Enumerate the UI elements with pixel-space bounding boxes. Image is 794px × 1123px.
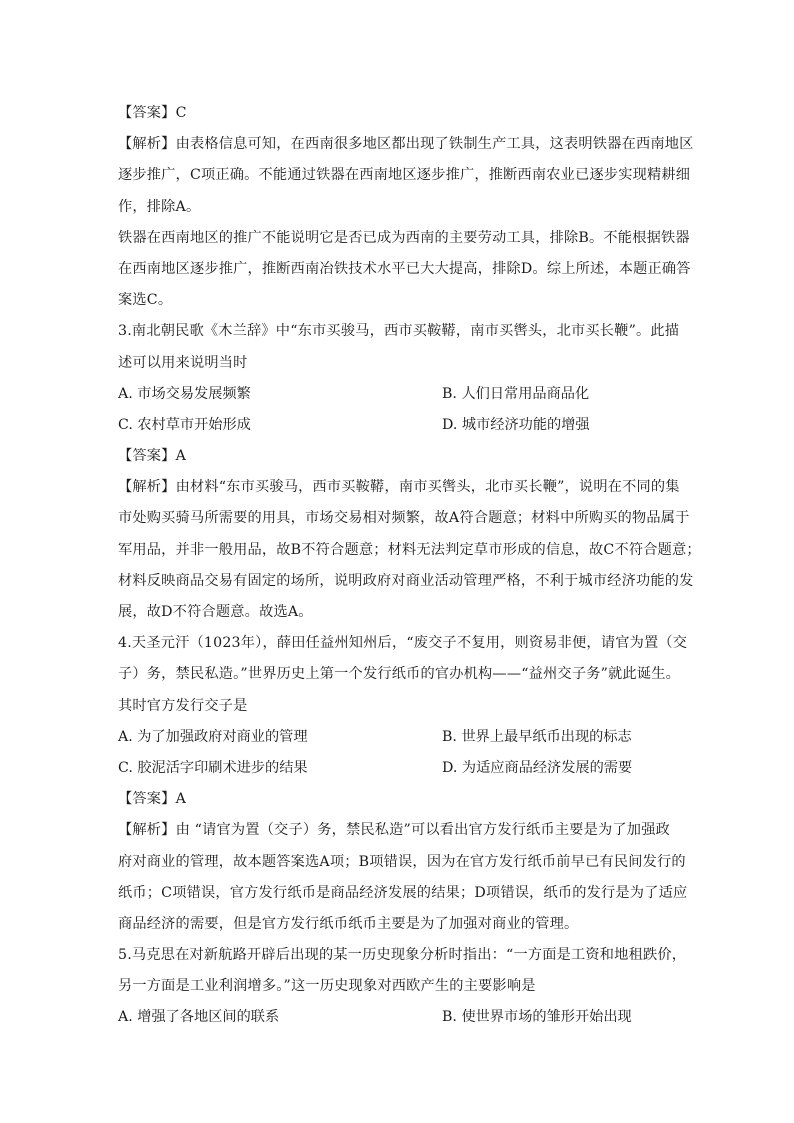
q2-analysis-line-3: 作，排除A。 [118,198,201,215]
q3-analysis-line-4: 材料反映商品交易有固定的场所，说明政府对商业活动管理严格，不利于城市经济功能的发 [118,572,694,589]
q3-option-c: C. 农村草市开始形成 [118,416,251,433]
q4-analysis-line-3: 纸币；C项错误，官方发行纸币是商品经济发展的结果；D项错误，纸币的发行是为了适应 [118,884,688,901]
q4-option-d: D. 为适应商品经济发展的需要 [442,759,633,776]
answer-tag: 【答案】 [118,105,176,121]
analysis-text: 由 “请官为置（交子）务，禁民私造”可以看出官方发行纸币主要是为了加强政 [175,822,670,839]
q3-answer [118,441,680,472]
q4-analysis-line-2: 府对商业的管理，故本题答案选A项；B项错误，因为在官方发行纸币前早已有民间发行的 [118,853,686,870]
q4-option-b: B. 世界上最早纸币出现的标志 [442,728,632,745]
q3-option-a: A. 市场交易发展频繁 [118,385,251,402]
answer-value: C [175,105,187,121]
q5-stem-line-1: 5.马克思在对新航路开辟后出现的某一历史现象分析时指出：“一方面是工资和地租跌价， [118,947,687,964]
q4-stem-line-2: 子）务，禁民私造。”世界历史上第一个发行纸币的官办机构——“益州交子务”就此诞生。 [118,666,680,683]
q3-option-b: B. 人们日常用品商品化 [442,385,590,402]
q4-stem-line-3: 其时官方发行交子是 [118,697,248,714]
analysis-tag: 【解析】 [118,479,176,496]
q3-options-row-1 [118,379,680,410]
answer-tag: 【答案】 [118,448,176,465]
q2-answer [118,98,680,129]
q4-analysis-line-1 [118,815,680,846]
analysis-text: 由材料“东市买骏马，西市买鞍鞯，南市买辔头，北市买长鞭”，说明在不同的集 [175,479,680,496]
q3-options-row-2 [118,410,680,441]
q4-option-a: A. 为了加强政府对商业的管理 [118,728,308,745]
q3-analysis-line-2: 市处购买骑马所需要的用具，市场交易相对频繁，故A符合题意；材料中所购买的物品属于 [118,510,690,527]
answer-tag: 【答案】 [118,791,176,808]
answer-value: A [175,448,187,465]
analysis-tag: 【解析】 [118,136,176,153]
q5-stem-line-2: 另一方面是工业利润增多。”这一历史现象对西欧产生的主要影响是 [118,978,536,995]
q4-option-c: C. 胶泥活字印刷术进步的结果 [118,759,308,776]
q3-stem-line-2: 述可以用来说明当时 [118,354,248,371]
analysis-text: 由表格信息可知，在西南很多地区都出现了铁制生产工具，这表明铁器在西南地区 [175,136,694,153]
q3-analysis-line-1 [118,472,680,503]
answer-value: A [175,791,187,808]
q2-analysis-line-6: 案选C。 [118,292,173,309]
q4-analysis-line-4: 商品经济的需要，但是官方发行纸币纸币主要是为了加强对商业的管理。 [118,915,579,932]
q2-analysis-line-5: 在西南地区逐步推广，推断西南冶铁技术水平已大大提高，排除D。综上所述，本题正确答 [118,260,691,277]
q3-analysis-line-3: 军用品，并非一般用品，故B不符合题意；材料无法判定草市形成的信息，故C不符合题意； [118,541,701,558]
document-page [118,98,701,1034]
q4-options-row-1 [118,722,680,753]
analysis-tag: 【解析】 [118,822,176,839]
q5-options-row-1 [118,1002,680,1033]
q2-analysis-line-4: 铁器在西南地区的推广不能说明它是否已成为西南的主要劳动工具，排除B。不能根据铁器 [118,229,690,246]
q3-analysis-line-5: 展，故D不符合题意。故选A。 [118,604,313,620]
q4-options-row-2 [118,753,680,784]
q4-stem-line-1: 4.天圣元汗（1023年），薛田任益州知州后，“废交子不复用，则资易非便，请官为置（交 [118,635,688,652]
q2-analysis-line-1 [118,129,694,160]
q3-option-d: D. 城市经济功能的增强 [442,416,590,433]
q5-option-a: A. 增强了各地区间的联系 [118,1009,280,1026]
q2-analysis-line-2: 逐步推广，C项正确。不能通过铁器在西南地区逐步推广，推断西南农业已逐步实现精耕细 [118,167,691,184]
q5-option-b: B. 使世界市场的雏形开始出现 [442,1009,632,1026]
q4-answer [118,784,680,815]
q3-stem-line-1: 3.南北朝民歌《木兰辞》中“东市买骏马，西市买鞍鞯，南市买辔头，北市买长鞭”。此描 [118,323,680,340]
